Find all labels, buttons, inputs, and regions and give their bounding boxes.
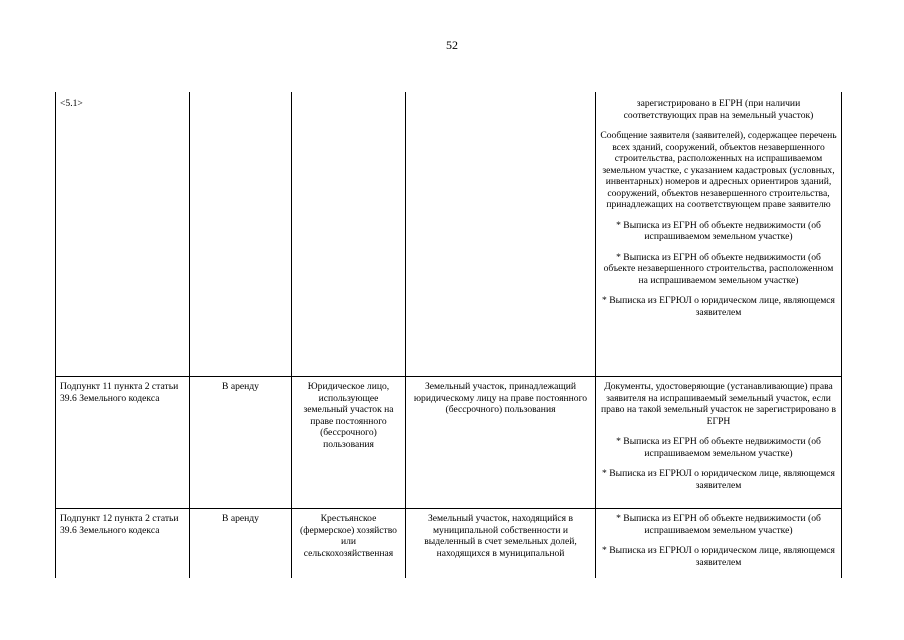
right-type-cell: В аренду: [190, 377, 292, 509]
documents-table: [55, 92, 842, 578]
document-item: * Выписка из ЕГРЮЛ о юридическом лице, являющемся заявителем: [602, 295, 835, 318]
land-plot-cell: [406, 92, 596, 377]
table-row: [56, 92, 842, 377]
applicant-cell: Юридическое лицо, использующее земельный участок на праве постоянного (бессрочного) пользования: [292, 377, 406, 509]
basis-cell: Подпункт 11 пункта 2 статьи 39.6 Земельного кодекса: [56, 377, 190, 509]
documents-cell: [596, 377, 842, 509]
basis-cell: Подпункт 12 пункта 2 статьи 39.6 Земельного кодекса: [56, 509, 190, 579]
documents-cell: [596, 92, 842, 377]
document-item: * Выписка из ЕГРН об объекте недвижимости (об испрашиваемом земельном участке): [616, 436, 821, 459]
document-item: * Выписка из ЕГРЮЛ о юридическом лице, являющемся заявителем: [602, 545, 835, 568]
document-item: * Выписка из ЕГРН об объекте недвижимости (об испрашиваемом земельном участке): [616, 219, 821, 242]
document-item: * Выписка из ЕГРН об объекте недвижимости (об объекте незавершенного строительства, расположенном на испрашиваемом земельном участке): [603, 251, 834, 286]
document-item: Документы, удостоверяющие (устанавливающие) права заявителя на испрашиваемый земельный участок, если право на такой земельный участок не зарегистрировано в ЕГРН: [601, 381, 836, 427]
land-plot-cell: Земельный участок, принадлежащий юридическому лицу на праве постоянного (бессрочного) пользования: [406, 377, 596, 509]
document-item: * Выписка из ЕГРЮЛ о юридическом лице, являющемся заявителем: [602, 468, 835, 491]
table-row: [56, 377, 842, 509]
right-type-cell: В аренду: [190, 509, 292, 579]
document-item: Сообщение заявителя (заявителей), содержащее перечень всех зданий, сооружений, объектов незавершенного строительства, расположенных на испрашиваемом земельном участке, с указанием кадастровых (условных, инвентарных) номеров и адресных ориентиров зданий, сооружений, объектов незавершенного строительства, принадлежащих на соответствующем праве заявителю: [600, 130, 837, 210]
applicant-cell: Крестьянское (фермерское) хозяйство или сельскохозяйственная: [292, 509, 406, 579]
table-row: [56, 509, 842, 579]
document-item: зарегистрировано в ЕГРН (при наличии соответствующих прав на земельный участок): [623, 98, 814, 121]
right-type-cell: [190, 92, 292, 377]
page-number: 52: [446, 38, 458, 52]
basis-cell: <5.1>: [56, 92, 190, 377]
land-plot-cell: Земельный участок, находящийся в муниципальной собственности и выделенный в счет земельных долей, находящихся в муниципальной: [406, 509, 596, 579]
document-item: * Выписка из ЕГРН об объекте недвижимости (об испрашиваемом земельном участке): [616, 513, 821, 536]
documents-cell: [596, 509, 842, 579]
applicant-cell: [292, 92, 406, 377]
